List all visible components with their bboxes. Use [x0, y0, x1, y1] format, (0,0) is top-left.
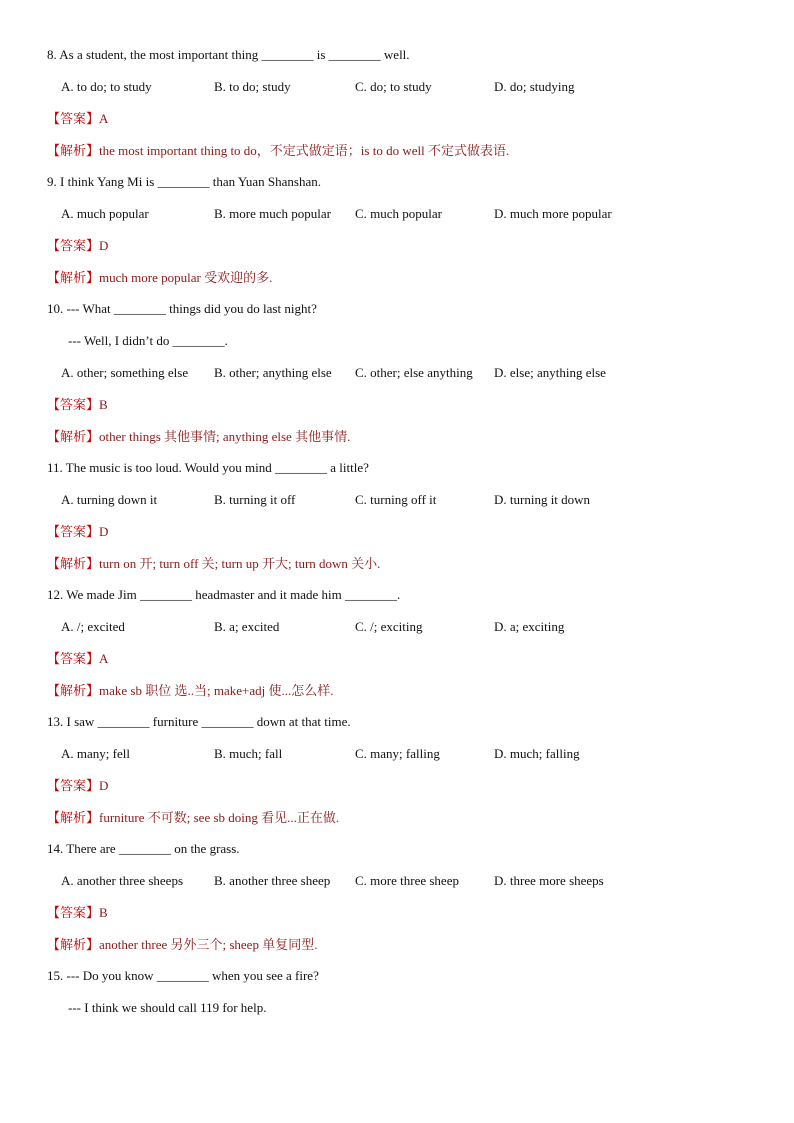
option-b: B. a; excited: [214, 619, 280, 634]
option-d: D. a; exciting: [494, 619, 565, 634]
answer-line: [47, 651, 108, 667]
analysis-line-tag: 【解析】: [47, 810, 100, 825]
option-b: B. other; anything else: [214, 365, 332, 380]
analysis-line-text: much more popular 受欢迎的多.: [99, 270, 273, 285]
option-c: C. do; to study: [355, 79, 432, 94]
question-stem: 15. --- Do you know ________ when you see a fire?: [47, 968, 319, 983]
answer-line-tag: 【答案】: [47, 905, 100, 920]
answer-line-tag: 【答案】: [47, 524, 100, 539]
answer-line-text: B: [99, 397, 108, 412]
question-stem: 10. --- What ________ things did you do last night?: [47, 301, 317, 316]
answer-line: [47, 905, 108, 921]
answer-line-tag: 【答案】: [47, 778, 100, 793]
option-b: B. another three sheep: [214, 873, 331, 888]
answer-line-text: A: [99, 651, 109, 666]
answer-line: [47, 111, 108, 127]
option-c: C. more three sheep: [355, 873, 459, 888]
analysis-line-tag: 【解析】: [47, 270, 100, 285]
option-a: A. another three sheeps: [61, 873, 184, 888]
answer-line: [47, 238, 108, 254]
option-a: A. many; fell: [61, 746, 130, 761]
option-a: A. /; excited: [61, 619, 125, 634]
option-b: B. turning it off: [214, 492, 296, 507]
option-b: B. to do; study: [214, 79, 291, 94]
answer-line-text: D: [99, 778, 109, 793]
question-stem-reply: --- Well, I didn’t do ________.: [68, 333, 228, 348]
question-stem-reply: --- I think we should call 119 for help.: [68, 1000, 267, 1015]
option-b: B. much; fall: [214, 746, 283, 761]
analysis-line: [47, 683, 333, 699]
analysis-line: [47, 143, 509, 159]
option-d: D. much more popular: [494, 206, 612, 221]
analysis-line-text: turn on 开; turn off 关; turn up 开大; turn down 关小.: [99, 556, 381, 571]
option-c: C. /; exciting: [355, 619, 423, 634]
question-stem: 11. The music is too loud. Would you mind ________ a little?: [47, 460, 369, 475]
option-c: C. other; else anything: [355, 365, 473, 380]
analysis-line-text: furniture 不可数; see sb doing 看见...正在做.: [99, 810, 340, 825]
option-a: A. other; something else: [61, 365, 189, 380]
analysis-line-text: another three 另外三个; sheep 单复同型.: [99, 937, 318, 952]
answer-line-text: B: [99, 905, 108, 920]
option-a: A. much popular: [61, 206, 149, 221]
analysis-line: [47, 270, 272, 286]
option-c: C. turning off it: [355, 492, 437, 507]
option-d: D. much; falling: [494, 746, 580, 761]
analysis-line-tag: 【解析】: [47, 683, 100, 698]
option-c: C. many; falling: [355, 746, 440, 761]
analysis-line-tag: 【解析】: [47, 556, 100, 571]
answer-line: [47, 397, 108, 413]
option-a: A. to do; to study: [61, 79, 152, 94]
option-d: D. else; anything else: [494, 365, 606, 380]
question-stem: 8. As a student, the most important thing ________ is ________ well.: [47, 47, 410, 62]
analysis-line-text: the most important thing to do，不定式做定语；is to do well 不定式做表语.: [99, 143, 510, 158]
analysis-line-tag: 【解析】: [47, 143, 100, 158]
analysis-line: [47, 937, 317, 953]
answer-line-tag: 【答案】: [47, 111, 100, 126]
answer-line-text: A: [99, 111, 109, 126]
option-c: C. much popular: [355, 206, 443, 221]
analysis-line-text: other things 其他事情; anything else 其他事情.: [99, 429, 351, 444]
answer-line: [47, 524, 108, 540]
answer-line-tag: 【答案】: [47, 651, 100, 666]
question-stem: 13. I saw ________ furniture ________ down at that time.: [47, 714, 351, 729]
analysis-line-tag: 【解析】: [47, 429, 100, 444]
analysis-line: [47, 810, 339, 826]
analysis-line-tag: 【解析】: [47, 937, 100, 952]
option-a: A. turning down it: [61, 492, 158, 507]
answer-line-tag: 【答案】: [47, 238, 100, 253]
analysis-line: [47, 556, 380, 572]
question-stem: 12. We made Jim ________ headmaster and it made him ________.: [47, 587, 401, 602]
answer-line: [47, 778, 108, 794]
question-stem: 9. I think Yang Mi is ________ than Yuan Shanshan.: [47, 174, 321, 189]
option-b: B. more much popular: [214, 206, 331, 221]
option-d: D. three more sheeps: [494, 873, 604, 888]
option-d: D. turning it down: [494, 492, 591, 507]
question-stem: 14. There are ________ on the grass.: [47, 841, 240, 856]
answer-line-text: D: [99, 524, 109, 539]
analysis-line: [47, 429, 350, 445]
answer-line-tag: 【答案】: [47, 397, 100, 412]
option-d: D. do; studying: [494, 79, 575, 94]
answer-line-text: D: [99, 238, 109, 253]
analysis-line-text: make sb 职位 选..当; make+adj 使...怎么样.: [99, 683, 334, 698]
